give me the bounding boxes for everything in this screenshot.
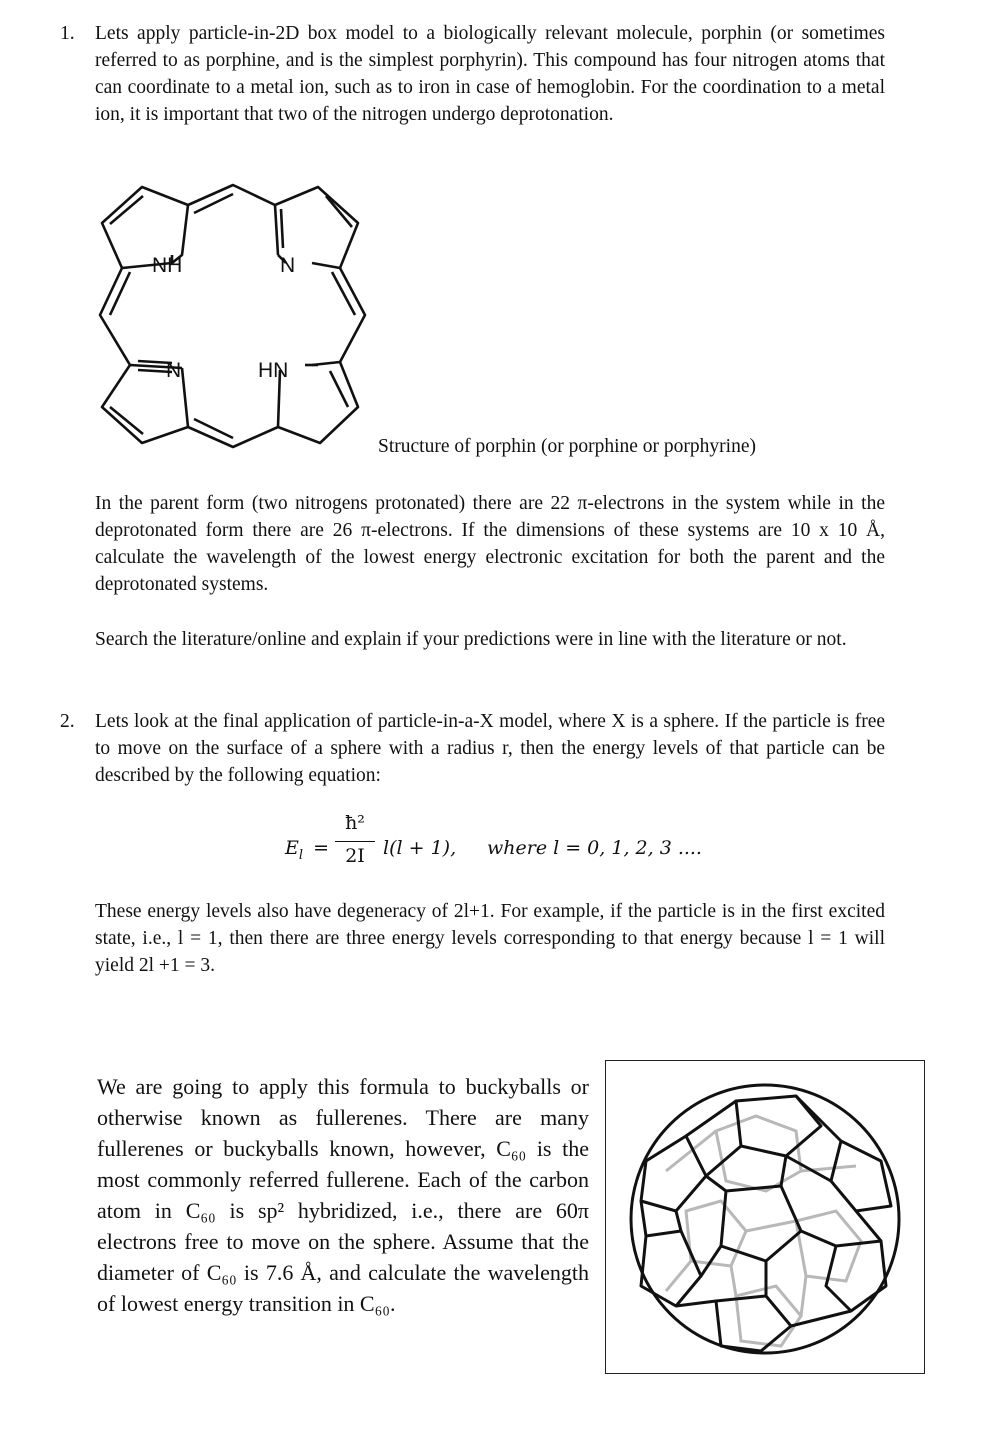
formula-factor: l(l + 1),: [383, 837, 457, 859]
question-2-intro: Lets look at the final application of particle-in-a-X model, where X is a sphere. If the particle is free to move on the surface of a sphere with a radius r, then the energy levels of that particle can be described by the following equation:: [95, 711, 885, 786]
n-label-top: N: [280, 254, 296, 277]
formula-lhs-sub: l: [298, 847, 304, 863]
hn-label: HN: [258, 359, 289, 382]
porphin-structure: [90, 175, 380, 455]
nh-label: NH: [152, 254, 183, 277]
n-label-bottom: N: [166, 359, 182, 382]
question-2-degeneracy: These energy levels also have degeneracy of 2l+1. For example, if the particle is in the first excited state, i.e., l = 1, then there are three energy levels corresponding to that energy because l = 1 will yield 2l +1 = 3.: [95, 901, 885, 976]
question-1-literature: Search the literature/online and explain if your predictions were in line with the literature or not.: [95, 629, 847, 650]
question-2-number: 2.: [60, 711, 75, 732]
structure-caption: Structure of porphin (or porphine or porphyrine): [378, 436, 756, 457]
c60-illustration: [606, 1061, 924, 1373]
question-1-task: In the parent form (two nitrogens protonated) there are 22 π-electrons in the system while in the deprotonated form there are 26 π-electrons. If the dimensions of these systems are 10 x 10 Å, calculate the wavelength of the lowest energy electronic excitation for both the parent and the deprotonated systems.: [95, 493, 885, 595]
formula-denominator: 2I: [345, 845, 365, 867]
formula-condition: where l = 0, 1, 2, 3 ....: [487, 837, 702, 859]
question-1-intro: Lets apply particle-in-2D box model to a biologically relevant molecule, porphin (or sometimes referred to as porphine, and is the simplest porphyrin). This compound has four nitrogen atoms that can coordinate to a metal ion, such as to iron in case of hemoglobin. For the coordination to a metal ion, it is important that two of the nitrogen undergo deprotonation.: [95, 23, 885, 125]
formula-equals: =: [313, 837, 330, 859]
question-1-number: 1.: [60, 23, 75, 44]
formula-lhs: E: [285, 837, 299, 859]
formula-numerator: ħ²: [345, 812, 365, 834]
c60-figure: [605, 1060, 925, 1374]
buckyball-text: We are going to apply this formula to buckyballs or otherwise known as fullerenes. There are many fullerenes or buckyballs known, however, C₆₀ is the most commonly referred fullerene. Each of the carbon atom in C₆₀ is sp² hybridized, i.e., there are 60π electrons free to move on the sphere. Assume that the diameter of C₆₀ is 7.6 Å, and calculate the wavelength of lowest energy transition in C₆₀.: [97, 1074, 589, 1316]
